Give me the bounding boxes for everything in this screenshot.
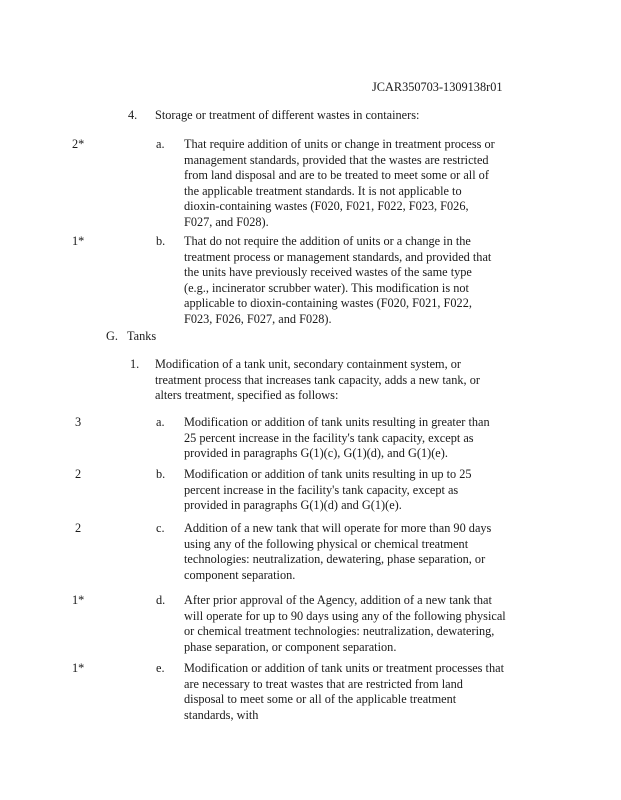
item-text: Modification or addition of tank units or treatment processes that are necessary to treat wastes that are restricted from land disposal to meet some or all of the applicable treatment standards, with [184,661,504,722]
item-text: Modification or addition of tank units resulting in up to 25 percent increase in the facility's tank capacity, except as provided in paragraphs G(1)(d) and G(1)(e). [184,467,472,513]
section-letter: G. [106,329,118,343]
item-text: Addition of a new tank that will operate for more than 90 days using any of the following physical or chemical treatment technologies: neutralization, dewatering, phase separation, or component separation. [184,521,492,582]
item-letter: a. [156,415,165,429]
item-letter: e. [156,661,165,675]
section-title: Tanks [127,329,157,343]
class-code: 1* [72,593,85,607]
class-code: 2 [75,467,82,481]
item-text: After prior approval of the Agency, addition of a new tank that will operate for up to 90 days using any of the following physical or chemical treatment technologies: neutralization, dewatering, phase separation, or component separation. [184,593,506,654]
subsection-text: Modification of a tank unit, secondary containment system, or treatment process that increases tank capacity, adds a new tank, or alters treatment, specified as follows: [155,357,480,403]
class-code: 1* [72,661,85,675]
class-code: 2 [75,521,82,535]
subsection-number: 1. [130,357,140,371]
class-code: 1* [72,234,85,248]
section-number: 4. [128,108,138,122]
item-letter: b. [156,234,166,248]
item-letter: a. [156,137,165,151]
class-code: 3 [75,415,82,429]
item-letter: d. [156,593,166,607]
class-code: 2* [72,137,85,151]
section-title: Storage or treatment of different wastes in containers: [155,108,420,122]
item-text: That require addition of units or change in treatment process or management standards, provided that the wastes are restricted from land disposal and are to be treated to meet some or all of the applicable treatment standards. It is not applicable to dioxin-containing wastes (F020, F021, F022, F023, F026, F027, and F028). [184,137,495,229]
item-letter: b. [156,467,166,481]
item-letter: c. [156,521,165,535]
document-id: JCAR350703-1309138r01 [372,80,503,94]
item-text: Modification or addition of tank units resulting in greater than 25 percent increase in the facility's tank capacity, except as provided in paragraphs G(1)(c), G(1)(d), and G(1)(e). [184,415,490,461]
item-text: That do not require the addition of units or a change in the treatment process or management standards, and provided that the units have previously received wastes of the same type (e.g., incinerator scrubber water). This modification is not applicable to dioxin-containing wastes (F020, F021, F022, F023, F026, F027, and F028). [184,234,492,326]
